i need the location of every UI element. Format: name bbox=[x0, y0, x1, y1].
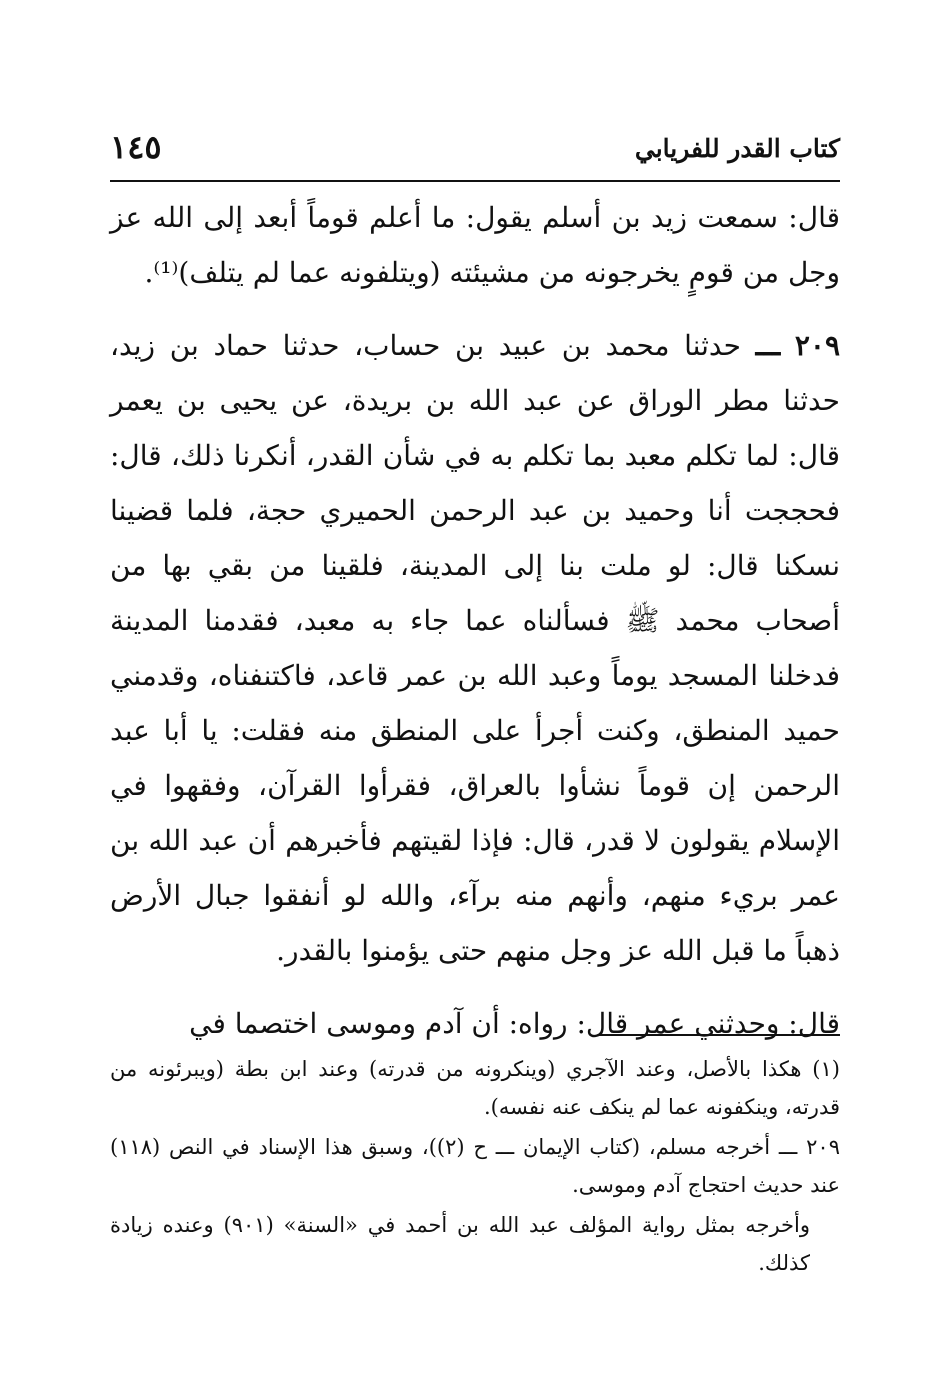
page-header bbox=[110, 128, 840, 178]
page-number: ١٤٥ bbox=[110, 128, 162, 166]
paragraph-gap bbox=[110, 300, 840, 318]
footnote-209 bbox=[110, 1128, 840, 1204]
footnote-209-continued: وأخرجه بمثل رواية المؤلف عبد الله بن أحمد في «السنة» (٩٠١) وعنده زيادة كذلك. bbox=[110, 1213, 810, 1275]
footnote-1-text: هكذا بالأصل، وعند الآجري (وينكرونه من قدرته) وعند ابن بطة (ويبرئونه من قدرته، وينكفونه عما لم ينكف عنه نفسه). bbox=[110, 1057, 840, 1119]
footnote-209-marker: ٢٠٩ ـــ bbox=[778, 1135, 840, 1159]
paragraph-3: قال: وحدثني عمر قال: رواه: أن آدم وموسى اختصما في bbox=[189, 1007, 840, 1040]
footnote-rule bbox=[598, 1034, 840, 1036]
footnote-1-marker: (١) bbox=[812, 1057, 840, 1081]
paragraph-gap bbox=[110, 978, 840, 996]
footnote-1 bbox=[110, 1050, 840, 1126]
hadith-dash: ـــ bbox=[755, 329, 781, 362]
footnote-209-text: أخرجه مسلم، (كتاب الإيمان ـــ ح (٢))، وسبق هذا الإسناد في النص (١١٨) عند حديث احتجاج آدم وموسى. bbox=[110, 1135, 840, 1197]
paragraph-1: قال: سمعت زيد بن أسلم يقول: ما أعلم قوماً أبعد إلى الله عز وجل من قومٍ يخرجونه من مشيئته (ويتلفونه عما لم يتلف)⁽¹⁾. bbox=[110, 201, 840, 289]
main-text bbox=[110, 190, 840, 1051]
paragraph-209 bbox=[110, 318, 840, 978]
hadith-number: ٢٠٩ bbox=[794, 329, 840, 362]
footnotes bbox=[110, 1050, 840, 1284]
header-rule bbox=[110, 180, 840, 182]
hadith-text: حدثنا محمد بن عبيد بن حساب، حدثنا حماد بن زيد، حدثنا مطر الوراق عن عبد الله بن بريدة، عن يحيى بن يعمر قال: لما تكلم معبد بما تكلم به في شأن القدر، أنكرنا ذلك، قال: فحججت أنا وحميد بن عبد الرحمن الحميري حجة، فلما قضينا نسكنا قال: لو ملت بنا إلى المدينة، فلقينا من بقي بها من أصحاب محمد ﷺ فسألناه عما جاء به معبد، فقدمنا المدينة فدخلنا المسجد يوماً وعبد الله بن عمر قاعد، فاكتنفناه، وقدمني حميد المنطق، وكنت أجرأ على المنطق منه فقلت: يا أبا عبد الرحمن إن قوماً نشأوا بالعراق، فقرأوا القرآن، وفقهوا في الإسلام يقولون لا قدر، قال: فإذا لقيتهم فأخبرهم أن عبد الله بن عمر بريء منهم، وأنهم منه برآء، والله لو أنفقوا جبال الأرض ذهباً ما قبل الله عز وجل منهم حتى يؤمنوا بالقدر. bbox=[110, 329, 840, 967]
running-title: كتاب القدر للفريابي bbox=[634, 134, 840, 163]
